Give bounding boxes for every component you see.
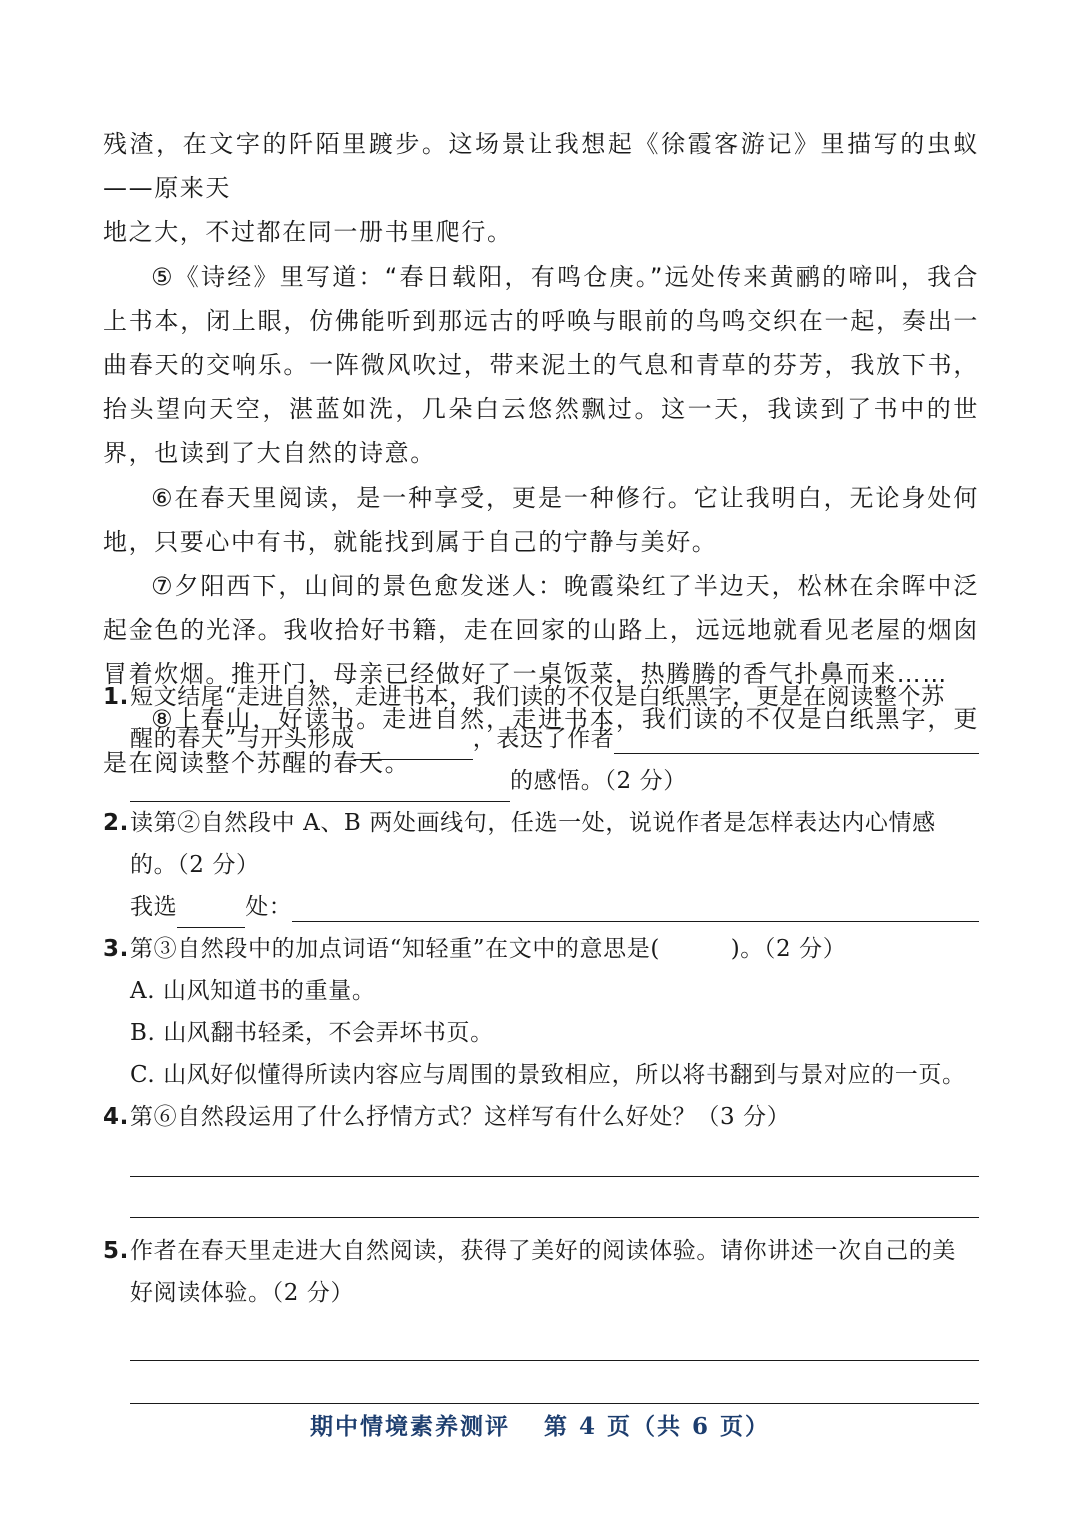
question-1 xyxy=(103,676,979,802)
answer-blank-feeling-cont[interactable] xyxy=(130,773,510,802)
answer-line[interactable] xyxy=(130,1177,979,1218)
answer-blank-choice[interactable] xyxy=(177,899,245,928)
passage-paragraph-6: ⑥在春天里阅读，是一种享受，更是一种修行。它让我明白，无论身处何地，只要心中有书，就能找到属于自己的宁静与美好。 xyxy=(103,483,979,556)
question-1-row-3: 的感悟。（2 分） xyxy=(130,760,979,802)
question-number: 3. xyxy=(103,936,129,962)
option-b: B. 山风翻书轻柔，不会弄坏书页。 xyxy=(130,1020,494,1046)
answer-blank-form[interactable] xyxy=(355,731,473,760)
answer-line[interactable] xyxy=(130,1138,979,1177)
question-5 xyxy=(103,1230,979,1314)
answer-line[interactable] xyxy=(130,1314,979,1361)
passage-paragraph-7: ⑦夕阳西下，山间的景色愈发迷人：晚霞染红了半边天，松林在余晖中泛起金色的光泽。我收拾好书籍，走在回家的山路上，远远地就看见老屋的烟囱冒着炊烟。推开门，母亲已经做好了一桌饭菜，热腾腾的香气扑鼻而来…… xyxy=(103,572,979,689)
answer-blank-feeling[interactable] xyxy=(614,723,979,754)
question-5-text: 作者在春天里走进大自然阅读，获得了美好的阅读体验。请你讲述一次自己的美好阅读体验。（2 分） xyxy=(130,1238,956,1306)
answer-line[interactable] xyxy=(130,1361,979,1404)
option-c: C. 山风好似懂得所读内容应与周围的景致相应，所以将书翻到与景对应的一页。 xyxy=(130,1062,966,1088)
question-number: 4. xyxy=(103,1104,129,1130)
question-section xyxy=(103,676,979,1404)
page-number: 第 4 页（共 6 页） xyxy=(543,1413,771,1440)
answer-blank-reason[interactable] xyxy=(292,891,979,922)
question-1-row-2: 醒的春天”与开头形成 ，表达了作者 xyxy=(130,718,979,760)
question-3 xyxy=(103,928,979,1096)
question-2-answer-row: 我选 处： xyxy=(130,886,979,928)
question-3-text: 第③自然段中的加点词语“知轻重”在文中的意思是( )。（2 分） xyxy=(130,936,847,962)
question-number: 2. xyxy=(103,810,129,836)
question-2-text: 读第②自然段中 A、B 两处画线句，任选一处，说说作者是怎样表达内心情感的。（2 分） xyxy=(130,810,936,878)
test-name: 期中情境素养测评 xyxy=(309,1413,510,1440)
passage-paragraph-5: ⑤《诗经》里写道：“春日载阳，有鸣仓庚。”远处传来黄鹂的啼叫，我合上书本，闭上眼，仿佛能听到那远古的呼唤与眼前的鸟鸣交织在一起，奏出一曲春天的交响乐。一阵微风吹过，带来泥土的气息和青草的芬芳，我放下书，抬头望向天空，湛蓝如洗，几朵白云悠然飘过。这一天，我读到了书中的世界，也读到了大自然的诗意。 xyxy=(103,262,979,468)
passage-paragraph-4-tail: 残渣，在文字的阡陌里踱步。这场景让我想起《徐霞客游记》里描写的虫蚁——原来天 地之大，不过都在同一册书里爬行。 xyxy=(103,130,979,247)
passage-paragraph-8: ⑧上春山，好读书。走进自然，走进书本，我们读的不仅是白纸黑字，更是在阅读整个苏醒的春天。 xyxy=(103,704,979,777)
question-4 xyxy=(103,1096,979,1138)
question-number: 1. xyxy=(103,684,129,710)
page-footer xyxy=(0,1408,1080,1441)
question-number: 5. xyxy=(103,1238,129,1264)
option-a: A. 山风知道书的重量。 xyxy=(130,978,376,1004)
question-4-text: 第⑥自然段运用了什么抒情方式？这样写有什么好处？（3 分） xyxy=(130,1104,791,1130)
question-2 xyxy=(103,802,979,928)
question-1-text: 短文结尾“走进自然，走进书本，我们读的不仅是白纸黑字，更是在阅读整个苏 xyxy=(130,684,945,710)
